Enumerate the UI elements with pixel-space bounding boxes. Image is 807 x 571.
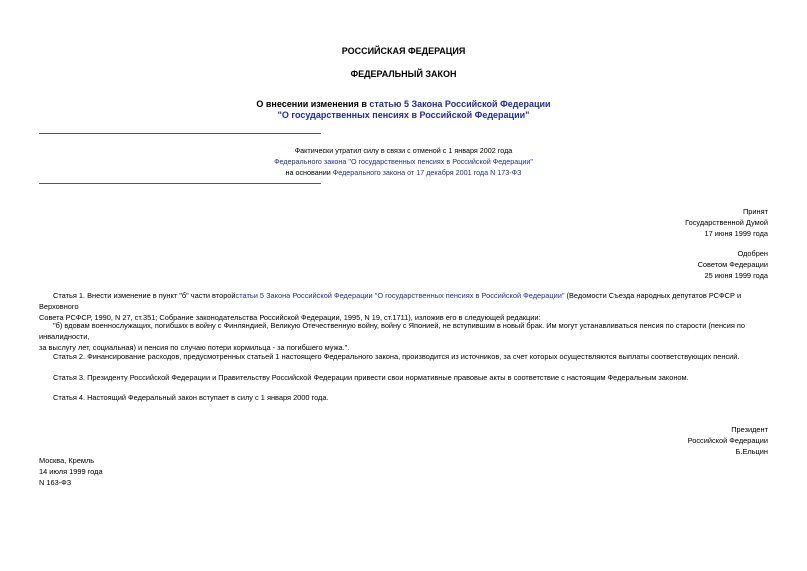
place-city: Москва, Кремль [39,456,95,465]
approved-label: Одобрен [737,249,768,258]
article-1-line2: Совета РСФСР, 1990, N 27, ст.351; Собрание законодательства Российской Федерации, 1995, N 19, ст.1711), изложив его в следующей редакции: [39,313,541,322]
law-title-line2[interactable]: "О государственных пенсиях в Российской Федерации" [277,110,530,120]
signature-name: Б.Ельцин [735,447,768,456]
article-4 [39,392,769,403]
article-3-text: Статья 3. Президенту Российской Федерации и Правительству Российской Федерации привести свои нормативные правовые акты в соответствие с настоящим Федеральным законом. [53,373,689,382]
notice-line3-prefix: на основании [285,168,333,177]
article-1 [39,290,769,323]
notice-link-173fz[interactable]: Федерального закона от 17 декабря 2001 года N 173-ФЗ [332,168,522,177]
approved-date: 25 июня 1999 года [704,271,768,280]
quote-line1: "б) вдовам военнослужащих, погибших в войну с Финляндией, Великую Отечественную войну, войну с Японией, не вступившим в новый брак. Им могут устанавливаться пенсия по старости (пенсия по инвалидности, [39,321,746,341]
law-number: N 163-ФЗ [39,478,72,487]
country-heading: РОССИЙСКАЯ ФЕДЕРАЦИЯ [341,46,466,56]
approved-by: Советом Федерации [697,260,768,269]
signature-title: Президент [731,425,768,434]
article-1-quote [39,320,769,353]
notice-link-law[interactable]: Федерального закона "О государственных пенсиях в Российской Федерации" [274,157,533,166]
accepted-date: 17 июня 1999 года [704,229,768,238]
notice-line3 [0,168,807,178]
divider-bottom [39,183,321,184]
article-2-text: Статья 2. Финансирование расходов, предусмотренных статьей 1 настоящего Федерального закона, производится из источников, за счет которых осуществляются выплаты соответствующих пенсий. [53,352,740,361]
accepted-label: Принят [742,207,768,216]
law-title-line1 [0,99,807,109]
article-1-link[interactable]: статьи 5 Закона Российской Федерации "О государственных пенсиях в Российской Федерации" [235,291,565,300]
article-2 [39,351,769,362]
article-1-prefix: Статья 1. Внести изменение в пункт "б" части второй [53,291,236,300]
law-title-prefix: О внесении изменения в [256,99,370,109]
accepted-by: Государственной Думой [685,218,768,227]
signature-org: Российской Федерации [687,436,768,445]
divider-top [39,133,321,134]
quote-line2: за выслугу лет, социальная) и пенсия по случаю потери кормильца - за погибшего мужа.". [39,343,350,352]
doc-type-heading: ФЕДЕРАЛЬНЫЙ ЗАКОН [350,69,457,79]
article-4-text: Статья 4. Настоящий Федеральный закон вступает в силу с 1 января 2000 года. [53,393,329,402]
article-1-suffix: (Ведомости Съезда народных депутатов РСФСР и Верховного [39,291,742,311]
place-date: 14 июля 1999 года [39,467,103,476]
article-3 [39,372,769,383]
notice-line1: Фактически утратил силу в связи с отменой с 1 января 2002 года [294,146,513,155]
law-title-link[interactable]: статью 5 Закона Российской Федерации [369,99,551,109]
